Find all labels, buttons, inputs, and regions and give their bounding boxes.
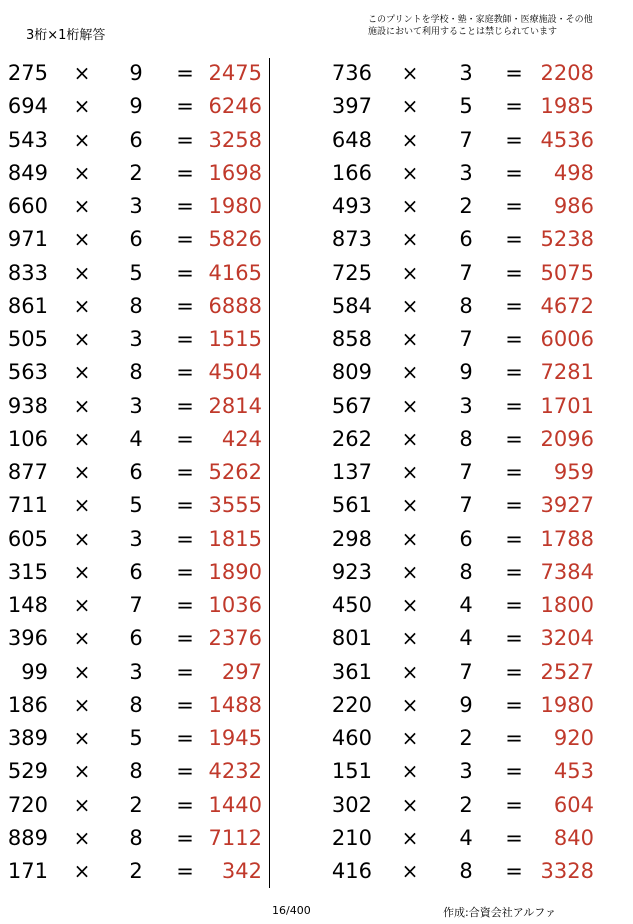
times-sign: × <box>401 160 419 185</box>
times-sign: × <box>401 526 419 551</box>
answer: 4504 <box>208 360 262 385</box>
equals-sign: = <box>505 460 523 484</box>
times-sign: × <box>73 859 91 883</box>
multiplicand: 262 <box>331 426 372 451</box>
multiplier: 3 <box>129 659 143 684</box>
answer: 1985 <box>540 94 594 119</box>
multiplier: 3 <box>129 194 143 218</box>
multiplicand: 171 <box>7 859 48 883</box>
equals-sign: = <box>505 759 523 784</box>
times-sign: × <box>73 792 91 817</box>
multiplier: 6 <box>129 460 143 484</box>
answer: 1488 <box>208 692 262 717</box>
equals-sign: = <box>176 260 194 285</box>
multiplicand: 660 <box>7 194 48 218</box>
multiplier: 2 <box>129 792 143 817</box>
answer: 1701 <box>540 393 594 418</box>
multiplicand: 725 <box>331 260 372 285</box>
multiplier: 5 <box>129 260 143 285</box>
equals-sign: = <box>176 327 194 351</box>
multiplier: 7 <box>459 260 473 285</box>
equals-sign: = <box>176 692 194 717</box>
multiplier: 3 <box>129 393 143 418</box>
multiplier: 9 <box>459 360 473 385</box>
multiplicand: 220 <box>331 692 372 717</box>
equals-sign: = <box>505 194 523 218</box>
times-sign: × <box>73 626 91 651</box>
times-sign: × <box>73 393 91 418</box>
answer: 986 <box>553 194 594 218</box>
multiplicand: 801 <box>331 626 372 651</box>
multiplier: 9 <box>129 61 143 85</box>
equals-sign: = <box>176 426 194 451</box>
equals-sign: = <box>176 559 194 584</box>
answer: 5262 <box>208 460 262 484</box>
answer: 1788 <box>540 526 594 551</box>
equals-sign: = <box>176 61 194 85</box>
multiplier: 2 <box>459 194 473 218</box>
multiplicand: 648 <box>331 127 372 152</box>
multiplier: 3 <box>129 526 143 551</box>
multiplier: 5 <box>129 493 143 518</box>
answer: 5238 <box>540 227 594 252</box>
multiplicand: 736 <box>331 61 372 85</box>
multiplier: 6 <box>459 227 473 252</box>
answer: 2527 <box>540 659 594 684</box>
times-sign: × <box>401 726 419 750</box>
times-sign: × <box>73 726 91 750</box>
multiplier: 7 <box>459 460 473 484</box>
equals-sign: = <box>505 859 523 883</box>
multiplicand: 148 <box>7 593 48 617</box>
multiplicand: 971 <box>7 227 48 252</box>
answer: 7384 <box>540 559 594 584</box>
answer: 6006 <box>540 327 594 351</box>
times-sign: × <box>73 825 91 850</box>
multiplicand: 584 <box>331 293 372 318</box>
answer: 297 <box>221 659 262 684</box>
answer: 604 <box>553 792 594 817</box>
answer: 4232 <box>208 759 262 784</box>
multiplicand: 889 <box>7 825 48 850</box>
answer: 1980 <box>208 194 262 218</box>
multiplicand: 106 <box>7 426 48 451</box>
answer: 2814 <box>208 393 262 418</box>
multiplicand: 210 <box>331 825 372 850</box>
footer-credit: 作成:合資会社アルファ <box>443 906 557 919</box>
multiplicand: 849 <box>7 160 48 185</box>
multiplier: 9 <box>459 692 473 717</box>
answer: 2096 <box>540 426 594 451</box>
multiplicand: 833 <box>7 260 48 285</box>
equals-sign: = <box>176 194 194 218</box>
usage-notice-line-1: このプリントを学校・塾・家庭教師・医療施設・その他 <box>368 15 593 25</box>
multiplier: 8 <box>129 692 143 717</box>
multiplier: 6 <box>459 526 473 551</box>
answer: 840 <box>553 825 594 850</box>
times-sign: × <box>73 759 91 784</box>
equals-sign: = <box>505 526 523 551</box>
multiplicand: 543 <box>7 127 48 152</box>
multiplier: 6 <box>129 227 143 252</box>
answer: 3927 <box>540 493 594 518</box>
column-divider <box>269 58 270 888</box>
answer: 6888 <box>208 293 262 318</box>
multiplier: 8 <box>459 559 473 584</box>
multiplicand: 361 <box>331 659 372 684</box>
answer: 1698 <box>208 160 262 185</box>
times-sign: × <box>401 493 419 518</box>
equals-sign: = <box>176 393 194 418</box>
multiplicand: 389 <box>7 726 48 750</box>
equals-sign: = <box>176 227 194 252</box>
answer: 3204 <box>540 626 594 651</box>
answer: 4536 <box>540 127 594 152</box>
multiplier: 3 <box>459 759 473 784</box>
times-sign: × <box>401 759 419 784</box>
multiplier: 5 <box>129 726 143 750</box>
times-sign: × <box>401 327 419 351</box>
equals-sign: = <box>176 859 194 883</box>
equals-sign: = <box>176 94 194 119</box>
answer: 7112 <box>208 825 262 850</box>
multiplier: 7 <box>459 127 473 152</box>
equals-sign: = <box>176 493 194 518</box>
times-sign: × <box>73 61 91 85</box>
multiplicand: 605 <box>7 526 48 551</box>
page-title: 3桁×1桁解答 <box>26 28 106 43</box>
multiplier: 9 <box>129 94 143 119</box>
multiplicand: 877 <box>7 460 48 484</box>
answer: 7281 <box>540 360 594 385</box>
multiplier: 8 <box>129 825 143 850</box>
multiplicand: 416 <box>331 859 372 883</box>
times-sign: × <box>73 493 91 518</box>
multiplier: 8 <box>129 360 143 385</box>
times-sign: × <box>73 293 91 318</box>
usage-notice-line-2: 施設において利用することは禁じられています <box>368 27 558 37</box>
multiplier: 7 <box>459 493 473 518</box>
multiplier: 4 <box>459 825 473 850</box>
multiplier: 4 <box>459 626 473 651</box>
answer: 1800 <box>540 593 594 617</box>
times-sign: × <box>73 426 91 451</box>
times-sign: × <box>73 559 91 584</box>
multiplier: 3 <box>459 61 473 85</box>
answer: 1890 <box>208 559 262 584</box>
multiplier: 3 <box>459 393 473 418</box>
multiplicand: 567 <box>331 393 372 418</box>
multiplier: 4 <box>459 593 473 617</box>
multiplicand: 694 <box>7 94 48 119</box>
multiplicand: 561 <box>331 493 372 518</box>
equals-sign: = <box>176 825 194 850</box>
answer: 3258 <box>208 127 262 152</box>
times-sign: × <box>401 593 419 617</box>
equals-sign: = <box>505 61 523 85</box>
equals-sign: = <box>505 626 523 651</box>
usage-notice <box>368 14 593 38</box>
multiplier: 2 <box>129 859 143 883</box>
multiplier: 3 <box>459 160 473 185</box>
answer: 498 <box>553 160 594 185</box>
times-sign: × <box>401 659 419 684</box>
times-sign: × <box>73 360 91 385</box>
multiplicand: 275 <box>7 61 48 85</box>
times-sign: × <box>401 393 419 418</box>
multiplicand: 923 <box>331 559 372 584</box>
multiplicand: 298 <box>331 526 372 551</box>
multiplicand: 861 <box>7 293 48 318</box>
multiplicand: 529 <box>7 759 48 784</box>
multiplier: 8 <box>459 426 473 451</box>
multiplier: 4 <box>129 426 143 451</box>
times-sign: × <box>73 460 91 484</box>
multiplicand: 858 <box>331 327 372 351</box>
answer: 1515 <box>208 327 262 351</box>
equals-sign: = <box>505 327 523 351</box>
times-sign: × <box>401 194 419 218</box>
multiplicand: 493 <box>331 194 372 218</box>
answer: 3555 <box>208 493 262 518</box>
multiplier: 8 <box>129 759 143 784</box>
answer: 2376 <box>208 626 262 651</box>
multiplier: 7 <box>129 593 143 617</box>
answer: 5075 <box>540 260 594 285</box>
equals-sign: = <box>505 726 523 750</box>
answer: 4672 <box>540 293 594 318</box>
multiplicand: 460 <box>331 726 372 750</box>
equals-sign: = <box>505 227 523 252</box>
equals-sign: = <box>176 759 194 784</box>
equals-sign: = <box>505 659 523 684</box>
equals-sign: = <box>505 127 523 152</box>
page-number: 16/400 <box>272 904 311 917</box>
equals-sign: = <box>505 792 523 817</box>
equals-sign: = <box>505 825 523 850</box>
multiplicand: 99 <box>21 659 48 684</box>
multiplicand: 809 <box>331 360 372 385</box>
equals-sign: = <box>505 559 523 584</box>
equals-sign: = <box>505 360 523 385</box>
equals-sign: = <box>505 293 523 318</box>
times-sign: × <box>73 160 91 185</box>
equals-sign: = <box>176 160 194 185</box>
multiplier: 7 <box>459 659 473 684</box>
times-sign: × <box>401 426 419 451</box>
answer: 920 <box>553 726 594 750</box>
multiplicand: 166 <box>331 160 372 185</box>
multiplier: 2 <box>459 792 473 817</box>
times-sign: × <box>73 659 91 684</box>
multiplicand: 186 <box>7 692 48 717</box>
equals-sign: = <box>176 593 194 617</box>
multiplicand: 302 <box>331 792 372 817</box>
times-sign: × <box>401 792 419 817</box>
multiplicand: 711 <box>7 493 48 518</box>
answer: 1440 <box>208 792 262 817</box>
times-sign: × <box>73 94 91 119</box>
multiplier: 2 <box>129 160 143 185</box>
multiplicand: 563 <box>7 360 48 385</box>
times-sign: × <box>401 859 419 883</box>
equals-sign: = <box>505 426 523 451</box>
answer: 4165 <box>208 260 262 285</box>
answer: 959 <box>553 460 594 484</box>
times-sign: × <box>401 61 419 85</box>
equals-sign: = <box>176 127 194 152</box>
multiplier: 6 <box>129 626 143 651</box>
times-sign: × <box>401 692 419 717</box>
multiplier: 3 <box>129 327 143 351</box>
times-sign: × <box>73 526 91 551</box>
multiplier: 6 <box>129 127 143 152</box>
multiplicand: 396 <box>7 626 48 651</box>
multiplicand: 151 <box>331 759 372 784</box>
multiplicand: 315 <box>7 559 48 584</box>
multiplier: 8 <box>459 859 473 883</box>
times-sign: × <box>401 227 419 252</box>
multiplicand: 450 <box>331 593 372 617</box>
multiplier: 8 <box>459 293 473 318</box>
answer: 424 <box>221 426 262 451</box>
multiplier: 6 <box>129 559 143 584</box>
multiplier: 5 <box>459 94 473 119</box>
equals-sign: = <box>176 626 194 651</box>
equals-sign: = <box>505 393 523 418</box>
answer: 1945 <box>208 726 262 750</box>
answer: 5826 <box>208 227 262 252</box>
times-sign: × <box>73 593 91 617</box>
times-sign: × <box>73 227 91 252</box>
times-sign: × <box>73 692 91 717</box>
multiplicand: 137 <box>331 460 372 484</box>
times-sign: × <box>401 94 419 119</box>
equals-sign: = <box>505 260 523 285</box>
multiplicand: 505 <box>7 327 48 351</box>
multiplicand: 397 <box>331 94 372 119</box>
answer: 1036 <box>208 593 262 617</box>
multiplier: 2 <box>459 726 473 750</box>
times-sign: × <box>401 825 419 850</box>
multiplier: 7 <box>459 327 473 351</box>
answer: 3328 <box>540 859 594 883</box>
multiplicand: 938 <box>7 393 48 418</box>
equals-sign: = <box>176 460 194 484</box>
answer: 1815 <box>208 526 262 551</box>
times-sign: × <box>73 127 91 152</box>
times-sign: × <box>401 260 419 285</box>
equals-sign: = <box>505 160 523 185</box>
answer: 1980 <box>540 692 594 717</box>
answer: 453 <box>553 759 594 784</box>
times-sign: × <box>73 194 91 218</box>
equals-sign: = <box>176 659 194 684</box>
times-sign: × <box>401 127 419 152</box>
answer: 2208 <box>540 61 594 85</box>
multiplicand: 720 <box>7 792 48 817</box>
equals-sign: = <box>505 493 523 518</box>
times-sign: × <box>401 460 419 484</box>
answer: 6246 <box>208 94 262 119</box>
times-sign: × <box>401 626 419 651</box>
times-sign: × <box>73 327 91 351</box>
times-sign: × <box>401 293 419 318</box>
times-sign: × <box>401 360 419 385</box>
equals-sign: = <box>505 593 523 617</box>
equals-sign: = <box>505 94 523 119</box>
equals-sign: = <box>176 726 194 750</box>
equals-sign: = <box>505 692 523 717</box>
multiplier: 8 <box>129 293 143 318</box>
multiplicand: 873 <box>331 227 372 252</box>
equals-sign: = <box>176 360 194 385</box>
equals-sign: = <box>176 526 194 551</box>
answer: 342 <box>221 859 262 883</box>
equals-sign: = <box>176 293 194 318</box>
answer: 2475 <box>208 61 262 85</box>
times-sign: × <box>73 260 91 285</box>
times-sign: × <box>401 559 419 584</box>
equals-sign: = <box>176 792 194 817</box>
